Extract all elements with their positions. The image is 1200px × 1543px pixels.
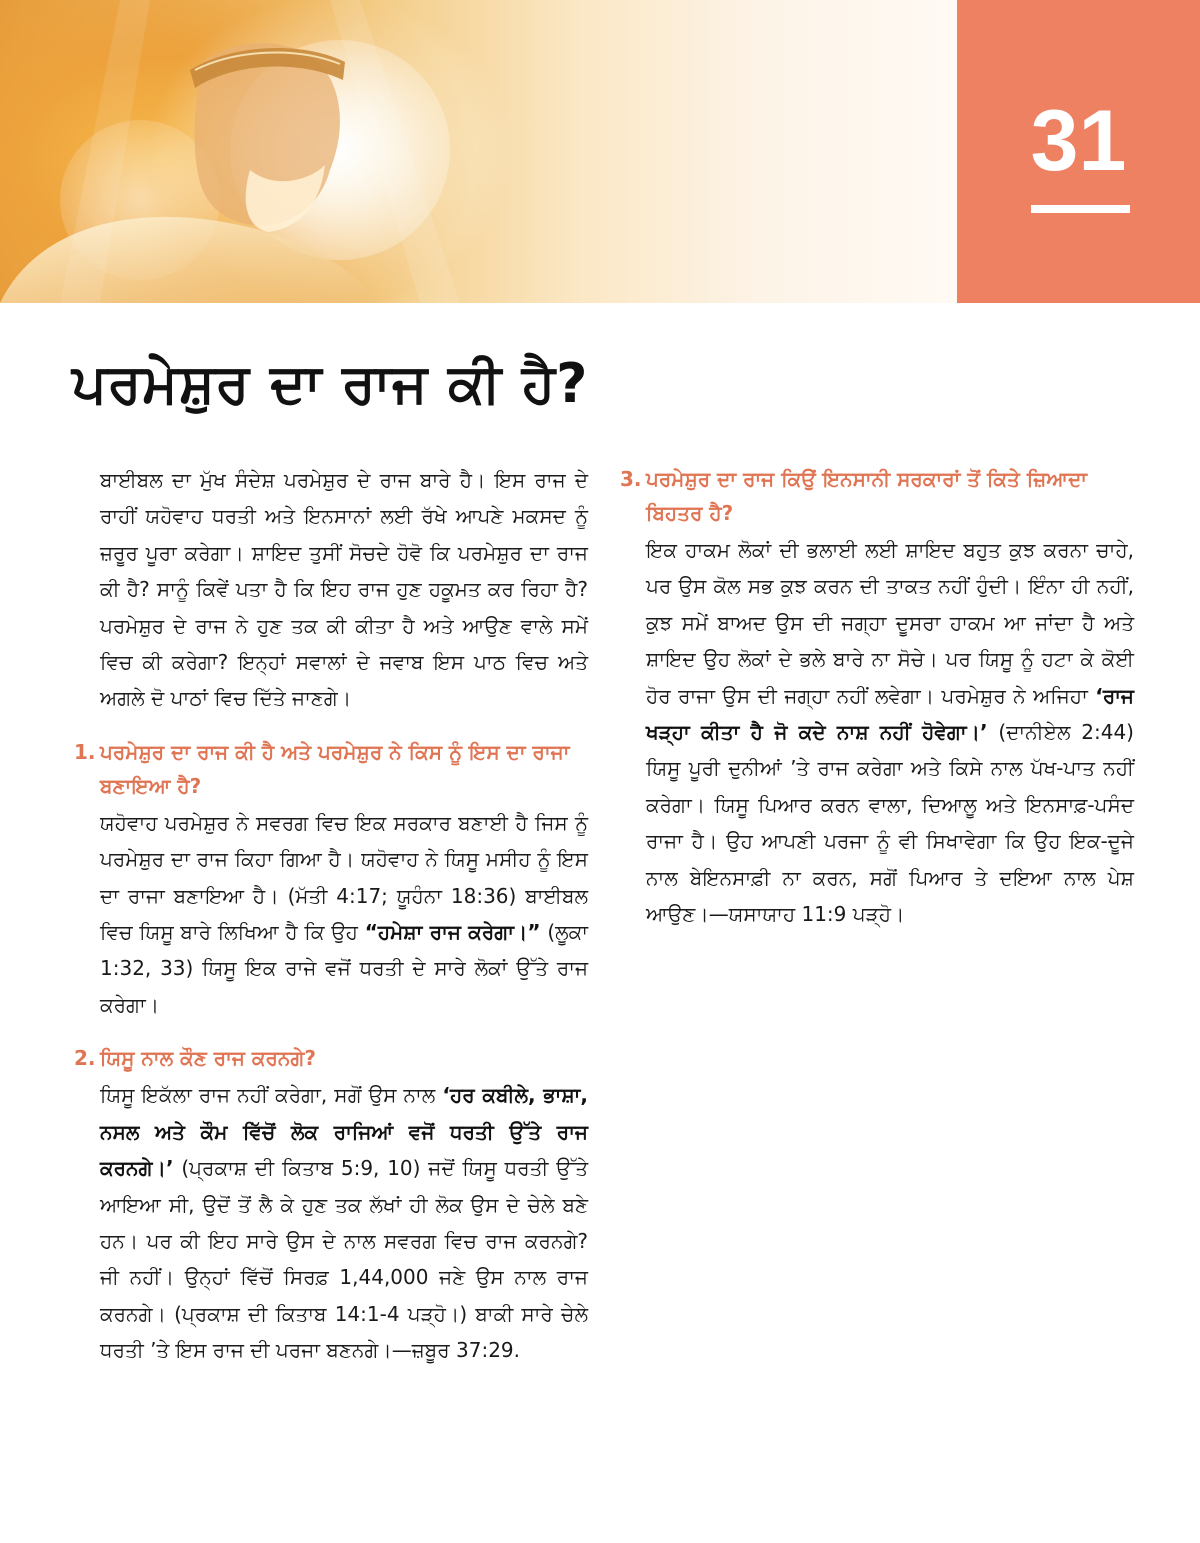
section-heading-text: ਪਰਮੇਸ਼ੁਰ ਦਾ ਰਾਜ ਕੀ ਹੈ ਅਤੇ ਪਰਮੇਸ਼ੁਰ ਨੇ ਕਿਸ ਨੂੰ ਇਸ ਦਾ ਰਾਜਾ ਬਣਾਇਆ ਹੈ? (100, 739, 570, 798)
lesson-number: 31 (1030, 93, 1127, 189)
section-paragraph-1 (100, 805, 588, 1023)
emphasized-quote: ‘ਰਾਜ ਖੜ੍ਹਾ ਕੀਤਾ ਹੈ ਜੋ ਕਦੇ ਨਾਸ਼ ਨਹੀਂ ਹੋਵੇਗਾ।’ (646, 683, 1134, 745)
lesson-number-underline (1031, 205, 1130, 213)
emphasized-quote: ‘ਹਰ ਕਬੀਲੇ, ਭਾਸ਼ਾ, ਨਸਲ ਅਤੇ ਕੌਮ ਵਿੱਚੋਂ ਲੋਕ ਰਾਜਿਆਂ ਵਜੋਂ ਧਰਤੀ ਉੱਤੇ ਰਾਜ ਕਰਨਗੇ।’ (100, 1083, 588, 1181)
text-column-left (74, 462, 589, 1377)
section-heading-3 (620, 462, 1134, 530)
lesson-number-badge (957, 0, 1200, 303)
section-number: 1. (74, 739, 96, 764)
section-heading-2 (74, 1041, 588, 1075)
intro-paragraph: ਬਾਈਬਲ ਦਾ ਮੁੱਖ ਸੰਦੇਸ਼ ਪਰਮੇਸ਼ੁਰ ਦੇ ਰਾਜ ਬਾਰੇ ਹੈ। ਇਸ ਰਾਜ ਦੇ ਰਾਹੀਂ ਯਹੋਵਾਹ ਧਰਤੀ ਅਤੇ ਇਨਸਾਨਾਂ ਲਈ ਰੱਖੇ ਆਪਣੇ ਮਕਸਦ ਨੂੰ ਜ਼ਰੂਰ ਪੂਰਾ ਕਰੇਗਾ। ਸ਼ਾਇਦ ਤੁਸੀਂ ਸੋਚਦੇ ਹੋਵੋ ਕਿ ਪਰਮੇਸ਼ੁਰ ਦਾ ਰਾਜ ਕੀ ਹੈ? ਸਾਨੂੰ ਕਿਵੇਂ ਪਤਾ ਹੈ ਕਿ ਇਹ ਰਾਜ ਹੁਣ ਹਕੂਮਤ ਕਰ ਰਿਹਾ ਹੈ? ਪਰਮੇਸ਼ੁਰ ਦੇ ਰਾਜ ਨੇ ਹੁਣ ਤਕ ਕੀ ਕੀਤਾ ਹੈ ਅਤੇ ਆਉਣ ਵਾਲੇ ਸਮੇਂ ਵਿਚ ਕੀ ਕਰੇਗਾ? ਇਨ੍ਹਾਂ ਸਵਾਲਾਂ ਦੇ ਜਵਾਬ ਇਸ ਪਾਠ ਵਿਚ ਅਤੇ ਅਗਲੇ ਦੋ ਪਾਠਾਂ ਵਿਚ ਦਿੱਤੇ ਜਾਣਗੇ। (100, 468, 588, 711)
paragraph-text: (ਲੂਕਾ 1:32, 33) ਯਿਸੂ ਇਕ ਰਾਜੇ ਵਜੋਂ ਧਰਤੀ ਦੇ ਸਾਰੇ ਲੋਕਾਂ ਉੱਤੇ ਰਾਜ ਕਰੇਗਾ। (100, 920, 589, 1017)
section-number: 2. (74, 1046, 96, 1071)
paragraph-text: ਯਹੋਵਾਹ ਪਰਮੇਸ਼ੁਰ ਨੇ ਸਵਰਗ ਵਿਚ ਇਕ ਸਰਕਾਰ ਬਣਾਈ ਹੈ ਜਿਸ ਨੂੰ ਪਰਮੇਸ਼ੁਰ ਦਾ ਰਾਜ ਕਿਹਾ ਗਿਆ ਹੈ। ਯਹੋਵਾਹ ਨੇ ਯਿਸੂ ਮਸੀਹ ਨੂੰ ਇਸ ਦਾ ਰਾਜਾ ਬਣਾਇਆ ਹੈ। (ਮੱਤੀ 4:17; ਯੂਹੰਨਾ 18:36) ਬਾਈਬਲ ਵਿਚ ਯਿਸੂ ਬਾਰੇ ਲਿਖਿਆ ਹੈ ਕਿ ਉਹ (100, 810, 588, 945)
paragraph-text: (ਪ੍ਰਕਾਸ਼ ਦੀ ਕਿਤਾਬ 5:9, 10) ਜਦੋਂ ਯਿਸੂ ਧਰਤੀ ਉੱਤੇ ਆਇਆ ਸੀ, ਉਦੋਂ ਤੋਂ ਲੈ ਕੇ ਹੁਣ ਤਕ ਲੱਖਾਂ ਹੀ ਲੋਕ ਉਸ ਦੇ ਚੇਲੇ ਬਣੇ ਹਨ। ਪਰ ਕੀ ਇਹ ਸਾਰੇ ਉਸ ਦੇ ਨਾਲ ਸਵਰਗ ਵਿਚ ਰਾਜ ਕਰਨਗੇ? ਜੀ ਨਹੀਂ। ਉਨ੍ਹਾਂ ਵਿੱਚੋਂ ਸਿਰਫ਼ 1,44,000 ਜਣੇ ਉਸ ਨਾਲ ਰਾਜ ਕਰਨਗੇ। (ਪ੍ਰਕਾਸ਼ ਦੀ ਕਿਤਾਬ 14:1-4 ਪੜ੍ਹੋ।) ਬਾਕੀ ਸਾਰੇ ਚੇਲੇ ਧਰਤੀ ’ਤੇ ਇਸ ਰਾਜ ਦੀ ਪਰਜਾ ਬਣਨਗੇ।—ਜ਼ਬੂਰ 37:29. (100, 1156, 588, 1363)
section-paragraph-3 (646, 532, 1134, 932)
section-heading-text: ਯਿਸੂ ਨਾਲ ਕੌਣ ਰਾਜ ਕਰਨਗੇ? (100, 1046, 316, 1071)
section-heading-1 (74, 735, 588, 803)
paragraph-text: ਯਿਸੂ ਇਕੱਲਾ ਰਾਜ ਨਹੀਂ ਕਰੇਗਾ, ਸਗੋਂ ਉਸ ਨਾਲ (100, 1083, 443, 1108)
emphasized-quote: “ਹਮੇਸ਼ਾ ਰਾਜ ਕਰੇਗਾ।” (364, 920, 541, 945)
paragraph-text: ਇਕ ਹਾਕਮ ਲੋਕਾਂ ਦੀ ਭਲਾਈ ਲਈ ਸ਼ਾਇਦ ਬਹੁਤ ਕੁਝ ਕਰਨਾ ਚਾਹੇ, ਪਰ ਉਸ ਕੋਲ ਸਭ ਕੁਝ ਕਰਨ ਦੀ ਤਾਕਤ ਨਹੀਂ ਹੁੰਦੀ। ਇੰਨਾ ਹੀ ਨਹੀਂ, ਕੁਝ ਸਮੇਂ ਬਾਅਦ ਉਸ ਦੀ ਜਗ੍ਹਾ ਦੂਸਰਾ ਹਾਕਮ ਆ ਜਾਂਦਾ ਹੈ ਅਤੇ ਸ਼ਾਇਦ ਉਹ ਲੋਕਾਂ ਦੇ ਭਲੇ ਬਾਰੇ ਨਾ ਸੋਚੇ। ਪਰ ਯਿਸੂ ਨੂੰ ਹਟਾ ਕੇ ਕੋਈ ਹੋਰ ਰਾਜਾ ਉਸ ਦੀ ਜਗ੍ਹਾ ਨਹੀਂ ਲਵੇਗਾ। ਪਰਮੇਸ਼ੁਰ ਨੇ ਅਜਿਹਾ (646, 538, 1134, 708)
king-figure-illustration (0, 0, 957, 303)
page-title: ਪਰਮੇਸ਼ੁਰ ਦਾ ਰਾਜ ਕੀ ਹੈ? (72, 352, 589, 415)
paragraph-text: (ਦਾਨੀਏਲ 2:44) ਯਿਸੂ ਪੂਰੀ ਦੁਨੀਆਂ ’ਤੇ ਰਾਜ ਕਰੇਗਾ ਅਤੇ ਕਿਸੇ ਨਾਲ ਪੱਖ-ਪਾਤ ਨਹੀਂ ਕਰੇਗਾ। ਯਿਸੂ ਪਿਆਰ ਕਰਨ ਵਾਲਾ, ਦਿਆਲੂ ਅਤੇ ਇਨਸਾਫ਼-ਪਸੰਦ ਰਾਜਾ ਹੈ। ਉਹ ਆਪਣੀ ਪਰਜਾ ਨੂੰ ਵੀ ਸਿਖਾਵੇਗਾ ਕਿ ਉਹ ਇਕ-ਦੂਜੇ ਨਾਲ ਬੇਇਨਸਾਫ਼ੀ ਨਾ ਕਰਨ, ਸਗੋਂ ਪਿਆਰ ਤੇ ਦਇਆ ਨਾਲ ਪੇਸ਼ ਆਉਣ।—ਯਸਾਯਾਹ 11:9 ਪੜ੍ਹੋ। (646, 720, 1134, 927)
section-heading-text: ਪਰਮੇਸ਼ੁਰ ਦਾ ਰਾਜ ਕਿਉਂ ਇਨਸਾਨੀ ਸਰਕਾਰਾਂ ਤੋਂ ਕਿਤੇ ਜ਼ਿਆਦਾ ਬਿਹਤਰ ਹੈ? (646, 467, 1088, 525)
hero-image (0, 0, 957, 303)
text-column-right (620, 462, 1134, 940)
section-number: 3. (620, 467, 642, 491)
section-paragraph-2-start (100, 1077, 588, 1368)
